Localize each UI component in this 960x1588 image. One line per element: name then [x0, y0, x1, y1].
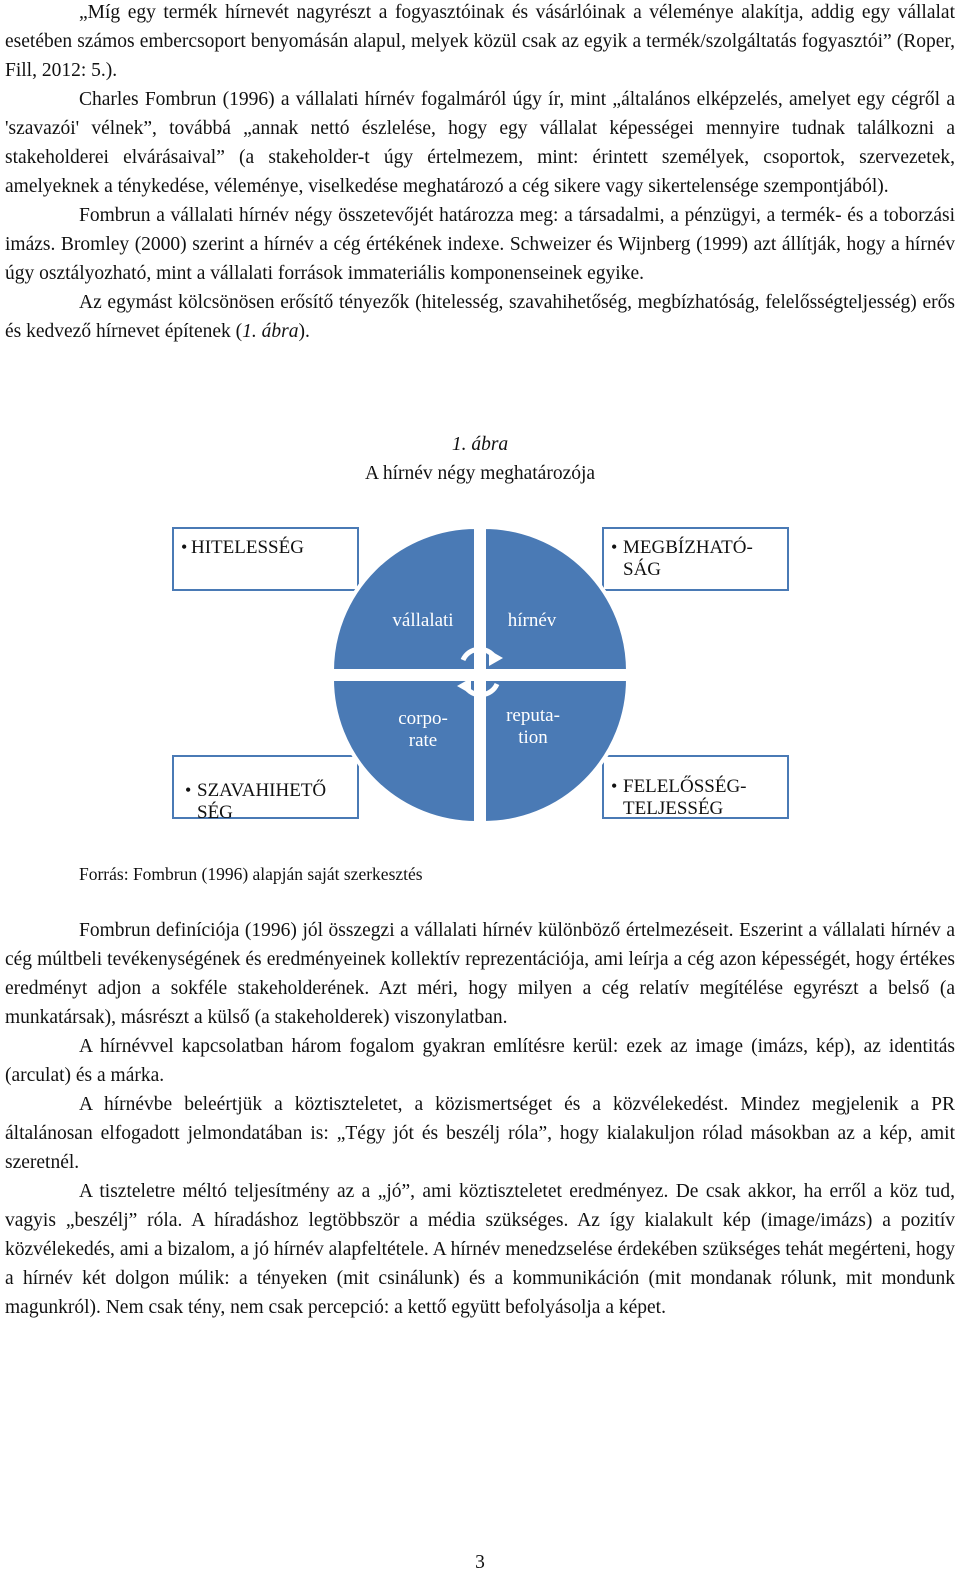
paragraph-three-concepts: A hírnévvel kapcsolatban három fogalom gyakran említésre kerül: ezek az image (imázs, kép), az identitás (arculat) és a márka. — [5, 1036, 955, 1086]
bullet-bottom-right: • — [611, 776, 618, 796]
factors-text-end: ). — [298, 321, 310, 342]
intro-text — [5, 0, 955, 346]
figure-source: Forrás: Fombrun (1996) alapján saját szerkesztés — [79, 864, 423, 884]
paragraph-factors — [5, 288, 955, 346]
paragraph-respect: A hírnévbe beleértjük a köztiszteletet, a közismertséget és a közvélekedést. Mindez megjelenik a PR általánosan elfogadott jelmondatában is: „Tégy jót és beszélj róla”, hogy kialakuljon rólad másokban az a kép, amit szeretnél. — [5, 1094, 955, 1173]
paragraph-performance: A tiszteletre méltó teljesítmény az a „jó”, ami köztiszteletet eredményez. De csak akkor, ha erről a köz tud, vagyis „beszélj” róla. A híradáshoz legtöbbször a média szükséges. Az így kialakult kép (image/imázs) a pozitív közvélekedés, ami a bizalom, a jó hírnév alapfeltétele. A hírnév menedzselése érdekében szükséges tehát megérteni, hogy a hírnév két dolgon múlik: a tényeken (mit csinálunk) és a kommunikáción (mit mondanak rólunk, mit mondunk magunkról). Nem csak tény, nem csak percepció: a kettő együtt befolyásolja a képet. — [5, 1181, 955, 1318]
reputation-diagram — [5, 508, 955, 838]
paragraph-quote: „Míg egy termék hírnevét nagyrészt a fogyasztóinak és vásárlóinak a véleménye alakítja, addig egy vállalat esetében számos embercsoport benyomásán alapul, melyek közül csak az egyik a termék/szolgáltatás fogyasztói” (Roper, Fill, 2012: 5.). — [5, 2, 955, 81]
quadrant-label-corporate-2: rate — [408, 730, 438, 751]
paragraph-components: Fombrun a vállalati hírnév négy összetevőjét határozza meg: a társadalmi, a pénzügyi, a termék- és a toborzási imázs. Bromley (2000) szerint a hírnév a cég értékének indexe. Schweizer és Wijnberg (1999) azt állítják, hogy a hírnév úgy osztályozható, mint a vállalati források immateriális komponenseinek egyike. — [5, 205, 955, 284]
label-szavahihetoseg-2: SÉG — [197, 802, 233, 823]
quadrant-label-vallalati: vállalati — [392, 610, 454, 631]
paragraph-fombrun-definition: Charles Fombrun (1996) a vállalati hírnév fogalmáról úgy ír, mint „általános elképzelés, amelyet egy cégről a 'szavazói' vélnek”, továbbá „annak nettó észlelése, hogy egy vállalat képességei mennyire tudnak találkozni a stakeholderei elvárásaival” (a stakeholder-t úgy értelmezem, mint: érintett személyek, csoportok, szervezetek, amelyeknek a ténykedése, véleménye, viselkedése meghatározó a cég sikere vagy sikertelensége szempontjából). — [5, 89, 955, 197]
factors-text: Az egymást kölcsönösen erősítő tényezők (hitelesség, szavahihetőség, megbízhatóság, felelősségteljesség) erős és kedvező hírnevet építenek ( — [5, 292, 955, 342]
figure-title: A hírnév négy meghatározója — [364, 463, 596, 484]
label-megbizhatosag-1: MEGBÍZHATÓ- — [623, 537, 753, 558]
quadrant-label-reputation-2: tion — [518, 727, 548, 748]
label-szavahihetoseg-1: SZAVAHIHETŐ — [197, 780, 327, 801]
label-felelossegteljesseg-2: TELJESSÉG — [623, 798, 724, 819]
quadrant-label-hirnev: hírnév — [507, 610, 557, 631]
quadrant-label-corporate-1: corpo- — [398, 708, 448, 729]
label-megbizhatosag-2: SÁG — [623, 559, 662, 580]
figure-number: 1. ábra — [451, 434, 509, 455]
label-felelossegteljesseg-1: FELELŐSSÉG- — [623, 776, 747, 797]
main-text — [5, 916, 955, 1322]
paragraph-fombrun-summary: Fombrun definíciója (1996) jól összegzi a vállalati hírnév különböző értelmezéseit. Eszerint a vállalati hírnév a cég múltbeli tevékenységének és eredményeinek kollektív reprezentációja, ami leírja a cég azon képességét, hogy értékes eredményt adjon a sokféle stakeholderének. Azt méri, hogy milyen a cég relatív megítélése egyrészt a belső (a munkatársak), másrészt a külső (a stakeholderek) viszonylatban. — [5, 920, 955, 1028]
figure-reference: 1. ábra — [242, 321, 299, 342]
figure-caption — [5, 430, 955, 488]
bullet-top-right: • — [611, 537, 618, 557]
label-hitelesseg: HITELESSÉG — [191, 537, 304, 558]
bullet-top-left: • — [181, 537, 188, 557]
bullet-bottom-left: • — [185, 780, 192, 800]
page-number: 3 — [475, 1552, 485, 1573]
quadrant-label-reputation-1: reputa- — [506, 705, 560, 726]
